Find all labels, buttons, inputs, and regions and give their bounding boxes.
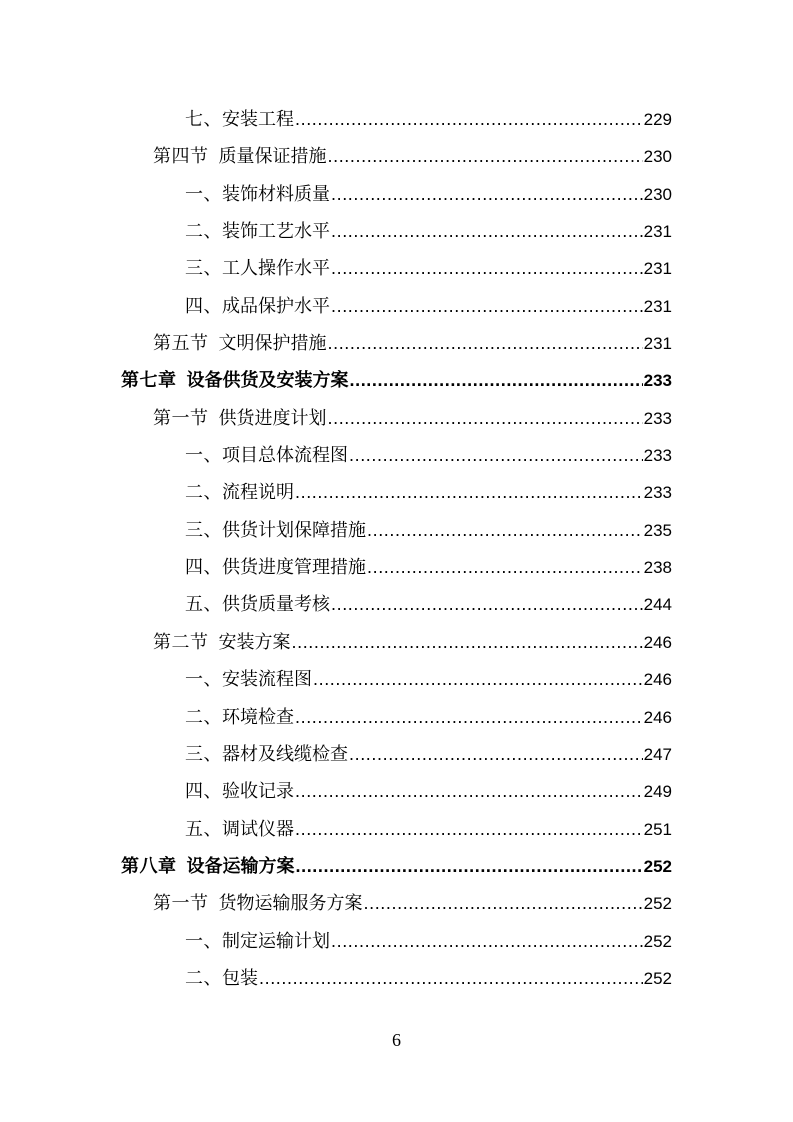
toc-leader-dots xyxy=(295,811,643,848)
toc-leader-dots xyxy=(296,848,643,885)
toc-entry-page: 252 xyxy=(643,968,672,988)
toc-entry-label xyxy=(185,736,348,773)
toc-entry[interactable] xyxy=(0,138,672,175)
toc-entry-number: 二、 xyxy=(185,706,222,728)
toc-leader-dots xyxy=(364,885,643,922)
toc-entry-title: 文明保护措施 xyxy=(218,333,327,355)
toc-entry-number: 七、 xyxy=(185,109,222,130)
toc-entry-label xyxy=(153,624,291,661)
toc-entry-number: 一、 xyxy=(185,183,222,205)
toc-leader-dots xyxy=(331,213,643,250)
toc-entry-label xyxy=(185,176,330,213)
toc-entry-title: 环境检查 xyxy=(222,706,294,728)
toc-entry-label xyxy=(153,885,363,922)
toc-entry-number: 第二节 xyxy=(153,631,209,653)
toc-entry-page: 251 xyxy=(643,819,672,839)
toc-entry-page: 252 xyxy=(643,894,672,914)
toc-leader-dots xyxy=(295,773,643,810)
toc-entry-label xyxy=(185,699,294,736)
toc-entry[interactable] xyxy=(0,549,672,586)
toc-entry-title: 安装工程 xyxy=(222,109,294,130)
toc-entry[interactable] xyxy=(0,288,672,325)
toc-leader-dots xyxy=(328,138,643,175)
toc-entry-number: 三、 xyxy=(185,743,222,765)
toc-entry-number: 第一节 xyxy=(153,893,209,915)
toc-entry-title: 供货计划保障措施 xyxy=(222,519,366,541)
toc-leader-dots xyxy=(295,101,643,138)
toc-entry[interactable] xyxy=(0,101,672,138)
toc-leader-dots xyxy=(331,250,643,287)
toc-entry-title: 供货进度计划 xyxy=(218,407,327,429)
toc-entry-page: 230 xyxy=(643,147,672,167)
toc-entry-page: 249 xyxy=(643,782,672,802)
toc-entry-page: 230 xyxy=(643,184,672,204)
toc-entry-number: 四、 xyxy=(185,781,222,803)
toc-entry-page: 235 xyxy=(643,520,672,540)
toc-leader-dots xyxy=(295,699,643,736)
toc-entry-label xyxy=(185,549,366,586)
toc-entry-page: 252 xyxy=(643,856,672,876)
toc-entry-label xyxy=(185,101,294,138)
toc-leader-dots xyxy=(328,325,643,362)
toc-entry-label xyxy=(185,288,330,325)
toc-entry-number: 第一节 xyxy=(153,407,209,429)
toc-entry[interactable] xyxy=(0,811,672,848)
toc-entry-number: 一、 xyxy=(185,669,222,691)
toc-leader-dots xyxy=(295,474,643,511)
toc-entry-page: 233 xyxy=(643,483,672,503)
toc-entry-number: 第七章 xyxy=(121,370,177,392)
toc-entry-page: 233 xyxy=(643,371,672,391)
toc-leader-dots xyxy=(349,437,643,474)
toc-entry-label xyxy=(185,586,330,623)
toc-entry-label xyxy=(185,923,330,960)
toc-entry-title: 质量保证措施 xyxy=(218,146,327,168)
toc-entry-title: 装饰材料质量 xyxy=(222,183,330,205)
toc-entry-title: 流程说明 xyxy=(222,482,294,504)
toc-entry-page: 246 xyxy=(643,670,672,690)
toc-entry-label xyxy=(121,848,295,885)
toc-entry-title: 验收记录 xyxy=(222,781,294,803)
toc-leader-dots xyxy=(367,512,643,549)
toc-entry-label xyxy=(153,400,327,437)
toc-entry[interactable] xyxy=(0,325,672,362)
toc-entry-page: 246 xyxy=(643,707,672,727)
toc-entry-label xyxy=(153,138,327,175)
toc-leader-dots xyxy=(331,586,643,623)
toc-leader-dots xyxy=(331,176,643,213)
toc-entry-page: 247 xyxy=(643,744,672,764)
toc-entry-number: 一、 xyxy=(185,445,222,467)
toc-entry-number: 三、 xyxy=(185,519,222,541)
toc-entry[interactable] xyxy=(0,960,672,997)
toc-entry[interactable] xyxy=(0,362,672,399)
toc-entry-label xyxy=(185,437,348,474)
toc-entry-title: 器材及线缆检查 xyxy=(222,743,348,765)
toc-leader-dots xyxy=(259,960,643,997)
toc-entry-number: 第四节 xyxy=(153,146,209,168)
toc-entry-title: 制定运输计划 xyxy=(222,930,330,952)
toc-entry-title: 设备运输方案 xyxy=(186,855,295,877)
toc-entry[interactable] xyxy=(0,736,672,773)
toc-entry[interactable] xyxy=(0,213,672,250)
toc-entry[interactable] xyxy=(0,773,672,810)
toc-entry[interactable] xyxy=(0,586,672,623)
toc-entry-label xyxy=(185,512,366,549)
page-number: 6 xyxy=(392,1030,401,1050)
toc-leader-dots xyxy=(331,923,643,960)
toc-entry-page: 231 xyxy=(643,222,672,242)
toc-entry[interactable] xyxy=(0,699,672,736)
toc-entry-number: 第八章 xyxy=(121,855,177,877)
toc-entry-title: 货物运输服务方案 xyxy=(218,893,363,915)
toc-entry-page: 231 xyxy=(643,334,672,354)
toc-entry[interactable] xyxy=(0,512,672,549)
toc-leader-dots xyxy=(313,661,643,698)
toc-entry[interactable] xyxy=(0,437,672,474)
toc-entry-number: 二、 xyxy=(185,482,222,504)
toc-entry[interactable] xyxy=(0,661,672,698)
toc-entry-label xyxy=(185,661,312,698)
toc-entry-label xyxy=(185,250,330,287)
toc-leader-dots xyxy=(349,736,643,773)
toc-entry-page: 233 xyxy=(643,446,672,466)
toc-entry-title: 安装方案 xyxy=(218,631,291,653)
toc-entry-number: 四、 xyxy=(185,295,222,317)
toc-leader-dots xyxy=(331,288,643,325)
toc-leader-dots xyxy=(328,400,643,437)
toc-entry-number: 二、 xyxy=(185,967,222,989)
toc-entry[interactable] xyxy=(0,176,672,213)
toc-entry-title: 调试仪器 xyxy=(222,818,294,840)
toc-entry-label xyxy=(185,474,294,511)
toc-entry-page: 233 xyxy=(643,408,672,428)
toc-entry[interactable] xyxy=(0,400,672,437)
toc-entry-number: 五、 xyxy=(185,818,222,840)
toc-entry-number: 四、 xyxy=(185,557,222,579)
toc-entry-title: 工人操作水平 xyxy=(222,258,330,280)
toc-entry-page: 238 xyxy=(643,558,672,578)
toc-entry[interactable] xyxy=(0,885,672,922)
toc-entry[interactable] xyxy=(0,250,672,287)
toc-entry-number: 三、 xyxy=(185,258,222,280)
toc-entry-label xyxy=(153,325,327,362)
toc-entry-number: 一、 xyxy=(185,930,222,952)
toc-entry-title: 供货质量考核 xyxy=(222,594,330,616)
toc-entry-number: 二、 xyxy=(185,221,222,243)
toc-entry[interactable] xyxy=(0,848,672,885)
toc-entry[interactable] xyxy=(0,923,672,960)
toc-entry-title: 成品保护水平 xyxy=(222,295,330,317)
toc-entry-page: 229 xyxy=(643,110,672,129)
toc-leader-dots xyxy=(350,362,643,399)
toc-entry-label xyxy=(185,811,294,848)
toc-entry-number: 五、 xyxy=(185,594,222,616)
toc-entry-title: 供货进度管理措施 xyxy=(222,557,366,579)
toc-entry-title: 安装流程图 xyxy=(222,669,312,691)
toc-leader-dots xyxy=(292,624,643,661)
toc-entry-label xyxy=(185,213,330,250)
toc-entry-label xyxy=(185,773,294,810)
toc-entry-title: 设备供货及安装方案 xyxy=(186,370,349,392)
toc-entry[interactable] xyxy=(0,624,672,661)
toc-entry-title: 装饰工艺水平 xyxy=(222,221,330,243)
toc-entry-page: 231 xyxy=(643,259,672,279)
toc-entry-page: 246 xyxy=(643,632,672,652)
toc-entry-label xyxy=(121,362,349,399)
table-of-contents xyxy=(0,101,793,997)
toc-entry-page: 231 xyxy=(643,296,672,316)
toc-entry-page: 244 xyxy=(643,595,672,615)
toc-entry-page: 252 xyxy=(643,931,672,951)
toc-entry-title: 包装 xyxy=(222,967,258,989)
toc-entry-title: 项目总体流程图 xyxy=(222,445,348,467)
toc-entry[interactable] xyxy=(0,474,672,511)
toc-entry-label xyxy=(185,960,258,997)
toc-entry-number: 第五节 xyxy=(153,333,209,355)
toc-leader-dots xyxy=(367,549,643,586)
